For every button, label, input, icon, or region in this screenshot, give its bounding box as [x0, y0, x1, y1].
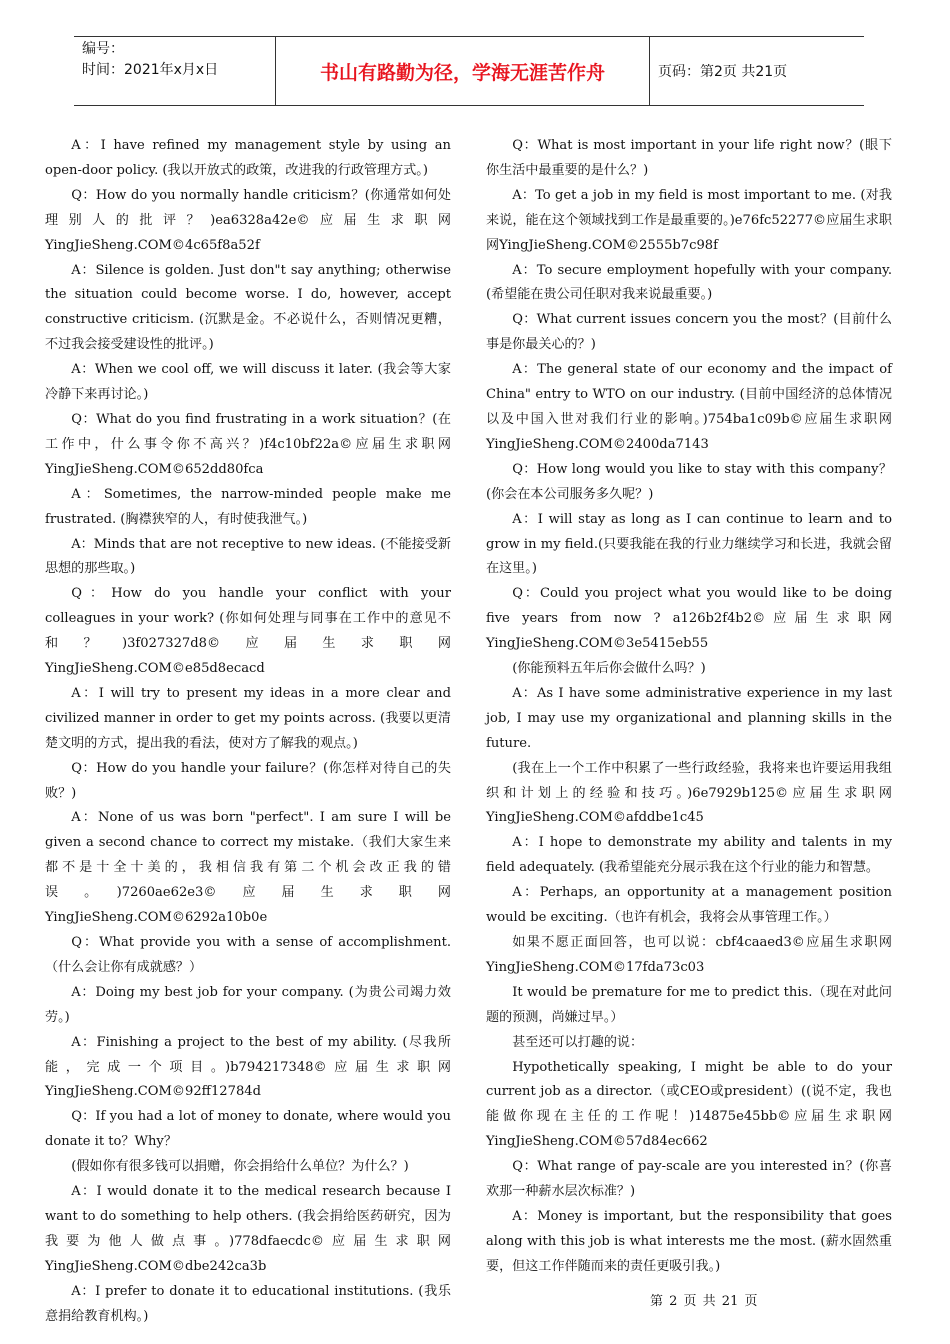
paragraph: A：None of us was born "perfect". I am sure I will be given a second chance to correct my mistake.（我们大家生来都不是十全十美的，我相信我有第二个机会改正我的错误。)7260ae62e3©应届生求职网YingJieSheng.COM©6292a10b0e: [45, 810, 451, 926]
paragraph: Q：What current issues concern you the most？(目前什么事是你最关心的？): [486, 312, 892, 353]
paragraph: A：I hope to demonstrate my ability and talents in my field adequately. (我希望能充分展示我在这个行业的能力和智慧。: [486, 835, 892, 876]
paragraph: A：I will try to present my ideas in a more clear and civilized manner in order to get my points across. (我要以更清楚文明的方式，提出我的看法，使对方了解我的观点。): [45, 685, 451, 751]
paragraph: Hypothetically speaking, I might be able to do your current job as a director.（或CEO或president）((说不定，我也能做你现在主任的工作呢！)14875e45bb©应届生求职网YingJieSheng.COM©57d84ec662: [486, 1059, 892, 1150]
paragraph: A：Money is important, but the responsibility that goes along with this job is what interests me the most. (薪水固然重要，但这工作伴随而来的责任更吸引我。): [486, 1208, 892, 1274]
page-header: [74, 36, 864, 106]
paragraph: A：I prefer to donate it to educational institutions. (我乐意捐给教育机构。): [45, 1283, 451, 1324]
paragraph: Q：Could you project what you would like to be doing five years from now ? a126b2f4b2©应届生求职网YingJieSheng.COM©3e5415eb55: [486, 586, 892, 652]
paragraph: (你能预料五年后你会做什么吗？): [512, 661, 706, 677]
right-column: [486, 134, 892, 1280]
paragraph: A：I will stay as long as I can continue to learn and to grow in my field.(只要我能在我的行业力继续学习和长进，我就会留在这里。): [486, 511, 892, 577]
paragraph: A：Doing my best job for your company. (为贵公司竭力效劳。): [45, 984, 451, 1025]
paragraph: Q：If you had a lot of money to donate, where would you donate it to？Why？: [45, 1109, 451, 1150]
header-motto: 书山有路勤为径，学海无涯苦作舟: [276, 37, 650, 105]
header-meta: [74, 37, 276, 105]
time-label: 时间：2021年x月x日: [82, 62, 219, 78]
page-footer: 第 2 页 共 21 页: [650, 1294, 758, 1309]
paragraph: A：Perhaps, an opportunity at a management position would be exciting.（也许有机会，我将会从事管理工作。）: [486, 885, 892, 926]
paragraph: A：To get a job in my field is most important to me. (对我来说，能在这个领域找到工作是最重要的。)e76fc52277©应届生求职网YingJieSheng.COM©2555b7c98f: [486, 187, 892, 253]
paragraph: It would be premature for me to predict this.（现在对此问题的预测，尚嫌过早。）: [486, 984, 892, 1025]
number-label: 编号：: [82, 41, 124, 57]
paragraph: Q：What do you find frustrating in a work situation？(在工作中，什么事令你不高兴？)f4c10bf22a©应届生求职网YingJieSheng.COM©652dd80fca: [45, 411, 451, 477]
paragraph: (我在上一个工作中积累了一些行政经验，我将来也许要运用我组织和计划上的经验和技巧。)6e7929b125©应届生求职网YingJieSheng.COM©afddbe1c45: [486, 760, 892, 826]
paragraph: A：Minds that are not receptive to new ideas. (不能接受新思想的那些取。): [45, 536, 451, 577]
paragraph: A：The general state of our economy and the impact of China" entry to WTO on our industry. (目前中国经济的总体情况以及中国入世对我们行业的影响。)754ba1c09b©应届生求职网YingJieSheng.COM©2400da7143: [486, 362, 892, 452]
left-column: [45, 134, 451, 1330]
paragraph: Q：What range of pay-scale are you interested in？(你喜欢那一种薪水层次标准？): [486, 1159, 892, 1200]
paragraph: A：Finishing a project to the best of my ability. (尽我所能，完成一个项目。)b794217348©应届生求职网YingJieSheng.COM©92ff12784d: [45, 1034, 451, 1100]
paragraph: Q：What is most important in your life right now？(眼下你生活中最重要的是什么？): [486, 138, 892, 178]
paragraph: A：As I have some administrative experience in my last job, I may use my organizational and planning skills in the future.: [486, 685, 892, 751]
paragraph: Q：How do you handle your failure？(你怎样对待自己的失败？): [45, 760, 451, 801]
paragraph: A：I would donate it to the medical research because I want to do something to help others. (我会捐给医药研究，因为我要为他人做点事。)778dfaecdc©应届生求职网YingJieSheng.COM©dbe242ca3b: [45, 1184, 451, 1274]
paragraph: Q：How long would you like to stay with this company？(你会在本公司服务多久呢？): [486, 461, 892, 502]
paragraph: (假如你有很多钱可以捐赠，你会捐给什么单位？为什么？): [71, 1159, 409, 1175]
paragraph: A：Silence is golden. Just don"t say anything; otherwise the situation could become worse. I do, however, accept constructive criticism. (沉默是金。不必说什么，否则情况更糟，不过我会接受建设性的批评。): [45, 262, 451, 353]
header-page-info: 页码：第2页 共21页: [658, 64, 788, 80]
paragraph: Q：How do you handle your conflict with your colleagues in your work? (你如何处理与同事在工作中的意见不和？)3f027327d8©应届生求职网YingJieSheng.COM©e85d8ecacd: [45, 586, 451, 677]
paragraph: Q：What provide you with a sense of accomplishment.（什么会让你有成就感？）: [45, 935, 451, 975]
paragraph: Q：How do you normally handle criticism？(你通常如何处理别人的批评？)ea6328a42e©应届生求职网YingJieSheng.COM©4c65f8a52f: [45, 187, 451, 253]
paragraph: 甚至还可以打趣的说：: [512, 1034, 644, 1050]
paragraph: A：Sometimes, the narrow-minded people make me frustrated. (胸襟狭窄的人，有时使我泄气。): [45, 486, 451, 527]
paragraph: A：To secure employment hopefully with your company. (希望能在贵公司任职对我来说最重要。): [486, 262, 892, 303]
paragraph: A：When we cool off, we will discuss it later. (我会等大家冷静下来再讨论。): [45, 362, 451, 403]
paragraph: A：I have refined my management style by using an open-door policy. (我以开放式的政策，改进我的行政管理方式。): [45, 138, 451, 178]
paragraph: 如果不愿正面回答，也可以说：cbf4caaed3©应届生求职网YingJieSheng.COM©17fda73c03: [486, 935, 892, 975]
